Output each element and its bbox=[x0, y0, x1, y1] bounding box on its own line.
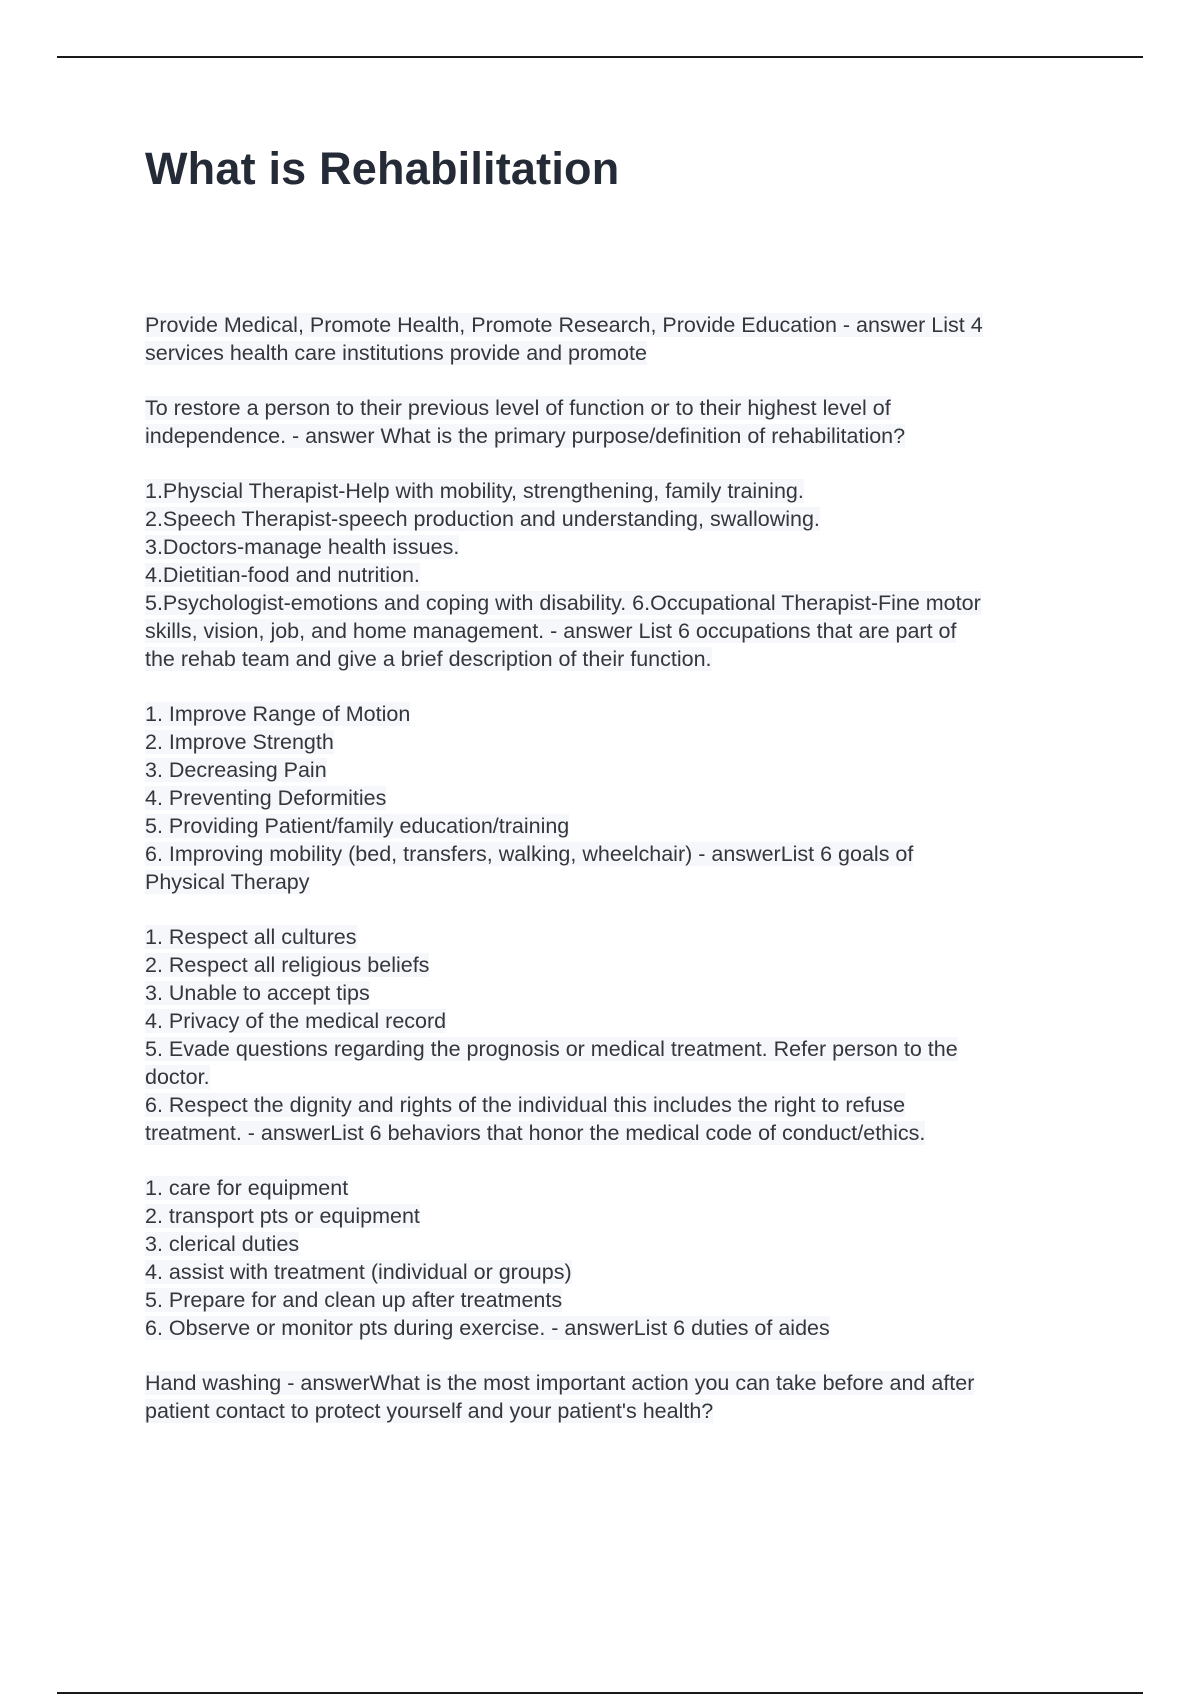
flashcard-line bbox=[145, 784, 1095, 812]
flashcard-line-text: 5. Prepare for and clean up after treatments bbox=[145, 1288, 563, 1312]
flashcard-line bbox=[145, 1202, 1095, 1230]
flashcard-line-text: 5. Evade questions regarding the prognosis or medical treatment. Refer person to the bbox=[145, 1037, 958, 1061]
document-title: What is Rehabilitation bbox=[145, 143, 620, 194]
flashcard-line-text: services health care institutions provide and promote bbox=[145, 341, 647, 365]
flashcard-line bbox=[145, 394, 1095, 422]
flashcard-line-text: Hand washing - answerWhat is the most important action you can take before and after bbox=[145, 1371, 975, 1395]
flashcard-line-text: 3.Doctors-manage health issues. bbox=[145, 535, 460, 559]
flashcard-line-text: 1.Physcial Therapist-Help with mobility, strengthening, family training. bbox=[145, 479, 804, 503]
flashcard-entry bbox=[145, 1369, 1095, 1425]
flashcard-line-text: doctor. bbox=[145, 1065, 210, 1089]
flashcard-line-text: 1. Improve Range of Motion bbox=[145, 702, 411, 726]
flashcard-line bbox=[145, 339, 1095, 367]
flashcard-line-text: 4.Dietitian-food and nutrition. bbox=[145, 563, 420, 587]
flashcard-line bbox=[145, 728, 1095, 756]
flashcard-line-text: patient contact to protect yourself and your patient's health? bbox=[145, 1399, 714, 1423]
flashcard-list bbox=[145, 311, 1095, 1452]
flashcard-line bbox=[145, 1174, 1095, 1202]
flashcard-entry bbox=[145, 1174, 1095, 1342]
flashcard-line-text: 4. Privacy of the medical record bbox=[145, 1009, 447, 1033]
flashcard-line bbox=[145, 533, 1095, 561]
flashcard-line bbox=[145, 979, 1095, 1007]
flashcard-line-text: independence. - answer What is the primary purpose/definition of rehabilitation? bbox=[145, 424, 906, 448]
flashcard-line bbox=[145, 1369, 1095, 1397]
flashcard-line bbox=[145, 1397, 1095, 1425]
flashcard-entry bbox=[145, 923, 1095, 1147]
flashcard-line-text: 1. Respect all cultures bbox=[145, 925, 357, 949]
flashcard-line bbox=[145, 1035, 1095, 1063]
flashcard-line bbox=[145, 1258, 1095, 1286]
flashcard-line-text: 4. Preventing Deformities bbox=[145, 786, 387, 810]
flashcard-line bbox=[145, 422, 1095, 450]
flashcard-line-text: 6. Observe or monitor pts during exercise. - answerList 6 duties of aides bbox=[145, 1316, 830, 1340]
flashcard-line-text: 1. care for equipment bbox=[145, 1176, 349, 1200]
flashcard-line bbox=[145, 812, 1095, 840]
flashcard-line-text: treatment. - answerList 6 behaviors that honor the medical code of conduct/ethics. bbox=[145, 1121, 926, 1145]
flashcard-line bbox=[145, 1119, 1095, 1147]
flashcard-line-text: 6. Improving mobility (bed, transfers, walking, wheelchair) - answerList 6 goals of bbox=[145, 842, 914, 866]
flashcard-line-text: 2. transport pts or equipment bbox=[145, 1204, 420, 1228]
flashcard-line-text: 2. Respect all religious beliefs bbox=[145, 953, 430, 977]
top-rule bbox=[57, 56, 1143, 58]
flashcard-line bbox=[145, 1314, 1095, 1342]
flashcard-line-text: To restore a person to their previous level of function or to their highest level of bbox=[145, 396, 891, 420]
flashcard-line bbox=[145, 645, 1095, 673]
flashcard-line bbox=[145, 1286, 1095, 1314]
flashcard-line-text: 2. Improve Strength bbox=[145, 730, 334, 754]
flashcard-line bbox=[145, 1007, 1095, 1035]
flashcard-line-text: 5.Psychologist-emotions and coping with disability. 6.Occupational Therapist-Fine motor bbox=[145, 591, 981, 615]
flashcard-line-text: 3. Unable to accept tips bbox=[145, 981, 370, 1005]
flashcard-line-text: Physical Therapy bbox=[145, 870, 310, 894]
flashcard-line bbox=[145, 756, 1095, 784]
flashcard-line bbox=[145, 617, 1095, 645]
flashcard-line bbox=[145, 505, 1095, 533]
flashcard-line bbox=[145, 311, 1095, 339]
flashcard-line-text: 6. Respect the dignity and rights of the individual this includes the right to refuse bbox=[145, 1093, 906, 1117]
flashcard-line-text: 3. Decreasing Pain bbox=[145, 758, 327, 782]
flashcard-entry bbox=[145, 477, 1095, 673]
flashcard-line bbox=[145, 840, 1095, 868]
flashcard-line-text: 3. clerical duties bbox=[145, 1232, 300, 1256]
flashcard-line bbox=[145, 868, 1095, 896]
flashcard-line-text: 2.Speech Therapist-speech production and understanding, swallowing. bbox=[145, 507, 820, 531]
flashcard-line-text: the rehab team and give a brief description of their function. bbox=[145, 647, 712, 671]
flashcard-entry bbox=[145, 311, 1095, 367]
flashcard-line bbox=[145, 589, 1095, 617]
flashcard-line bbox=[145, 1230, 1095, 1258]
flashcard-line-text: Provide Medical, Promote Health, Promote Research, Provide Education - answer List 4 bbox=[145, 313, 983, 337]
flashcard-line bbox=[145, 1091, 1095, 1119]
flashcard-line-text: 5. Providing Patient/family education/training bbox=[145, 814, 570, 838]
flashcard-line bbox=[145, 1063, 1095, 1091]
flashcard-line bbox=[145, 923, 1095, 951]
flashcard-line bbox=[145, 561, 1095, 589]
flashcard-entry bbox=[145, 394, 1095, 450]
flashcard-line bbox=[145, 477, 1095, 505]
bottom-rule bbox=[57, 1692, 1143, 1694]
flashcard-line bbox=[145, 700, 1095, 728]
flashcard-line-text: 4. assist with treatment (individual or groups) bbox=[145, 1260, 572, 1284]
flashcard-line bbox=[145, 951, 1095, 979]
flashcard-line-text: skills, vision, job, and home management. - answer List 6 occupations that are part of bbox=[145, 619, 957, 643]
flashcard-entry bbox=[145, 700, 1095, 896]
